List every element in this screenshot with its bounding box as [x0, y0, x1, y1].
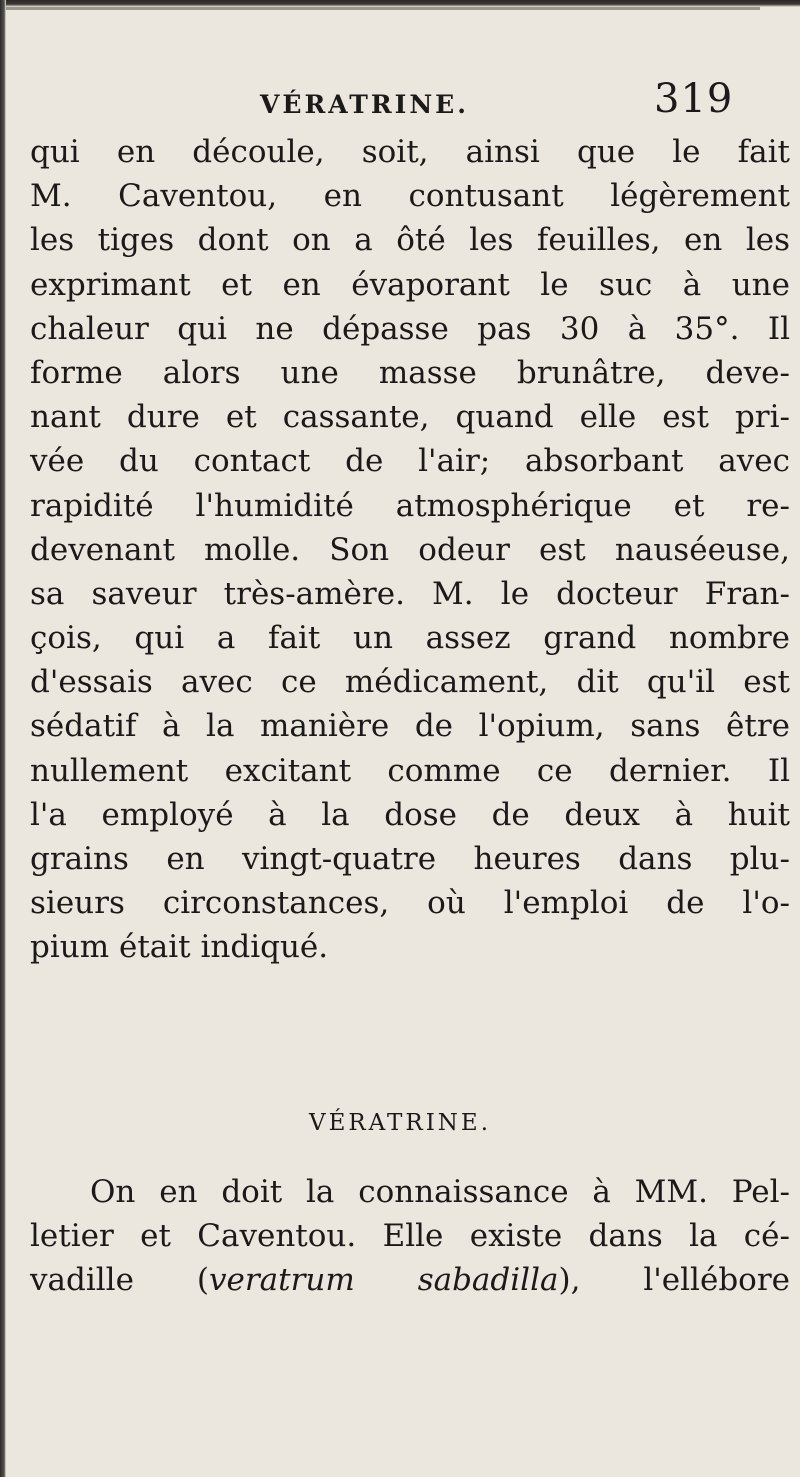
section-heading: VÉRATRINE.: [308, 1110, 492, 1136]
text-line: sieurs circonstances, où l'emploi de l'o-: [30, 885, 790, 922]
text-line: les tiges dont on a ôté les feuilles, en les: [30, 222, 790, 259]
text-line: grains en vingt-quatre heures dans plu-: [30, 841, 790, 877]
page-number: 319: [654, 76, 734, 122]
section-paragraph: [30, 1170, 790, 1303]
text-line: rapidité l'humidité atmosphérique et re-: [30, 487, 790, 524]
running-title: VÉRATRINE.: [260, 90, 469, 119]
page-header: [0, 64, 800, 124]
top-edge-line: [0, 7, 760, 10]
text-line: chaleur qui ne dépasse pas 30 à 35°. Il: [30, 310, 790, 347]
text-line: l'a employé à la dose de deux à huit: [30, 796, 790, 833]
text-line: devenant molle. Son odeur est nauséeuse,: [30, 531, 790, 568]
text-line: sédatif à la manière de l'opium, sans être: [30, 708, 790, 745]
text-line: vée du contact de l'air; absorbant avec: [30, 443, 790, 480]
binding-edge-shadow: [0, 0, 6, 1477]
text-line: nullement excitant comme ce dernier. Il: [30, 752, 790, 789]
text-line: [30, 1258, 790, 1302]
text-line: sa saveur très-amère. M. le docteur Fran-: [30, 575, 790, 612]
text-line: letier et Caventou. Elle existe dans la cé-: [30, 1218, 790, 1255]
text-line: qui en découle, soit, ainsi que le fait: [30, 134, 790, 170]
text-line: On en doit la connaissance à MM. Pel-: [90, 1174, 790, 1210]
text-line: forme alors une masse brunâtre, deve-: [30, 354, 790, 391]
text-line: d'essais avec ce médicament, dit qu'il est: [30, 664, 790, 701]
text-line: nant dure et cassante, quand elle est pri-: [30, 399, 790, 436]
top-edge-shadow: [0, 0, 800, 7]
text-fragment: vadille (: [30, 1262, 209, 1299]
text-fragment: ), l'ellébore: [558, 1262, 790, 1299]
text-line: exprimant et en évaporant le suc à une: [30, 266, 790, 303]
text-line: pium était indiqué.: [30, 929, 329, 966]
text-line: çois, qui a fait un assez grand nombre: [30, 620, 790, 657]
paragraph-body: [30, 130, 790, 970]
latin-name: veratrum sabadilla: [208, 1262, 559, 1299]
text-line: M. Caventou, en contusant légèrement: [30, 178, 790, 215]
